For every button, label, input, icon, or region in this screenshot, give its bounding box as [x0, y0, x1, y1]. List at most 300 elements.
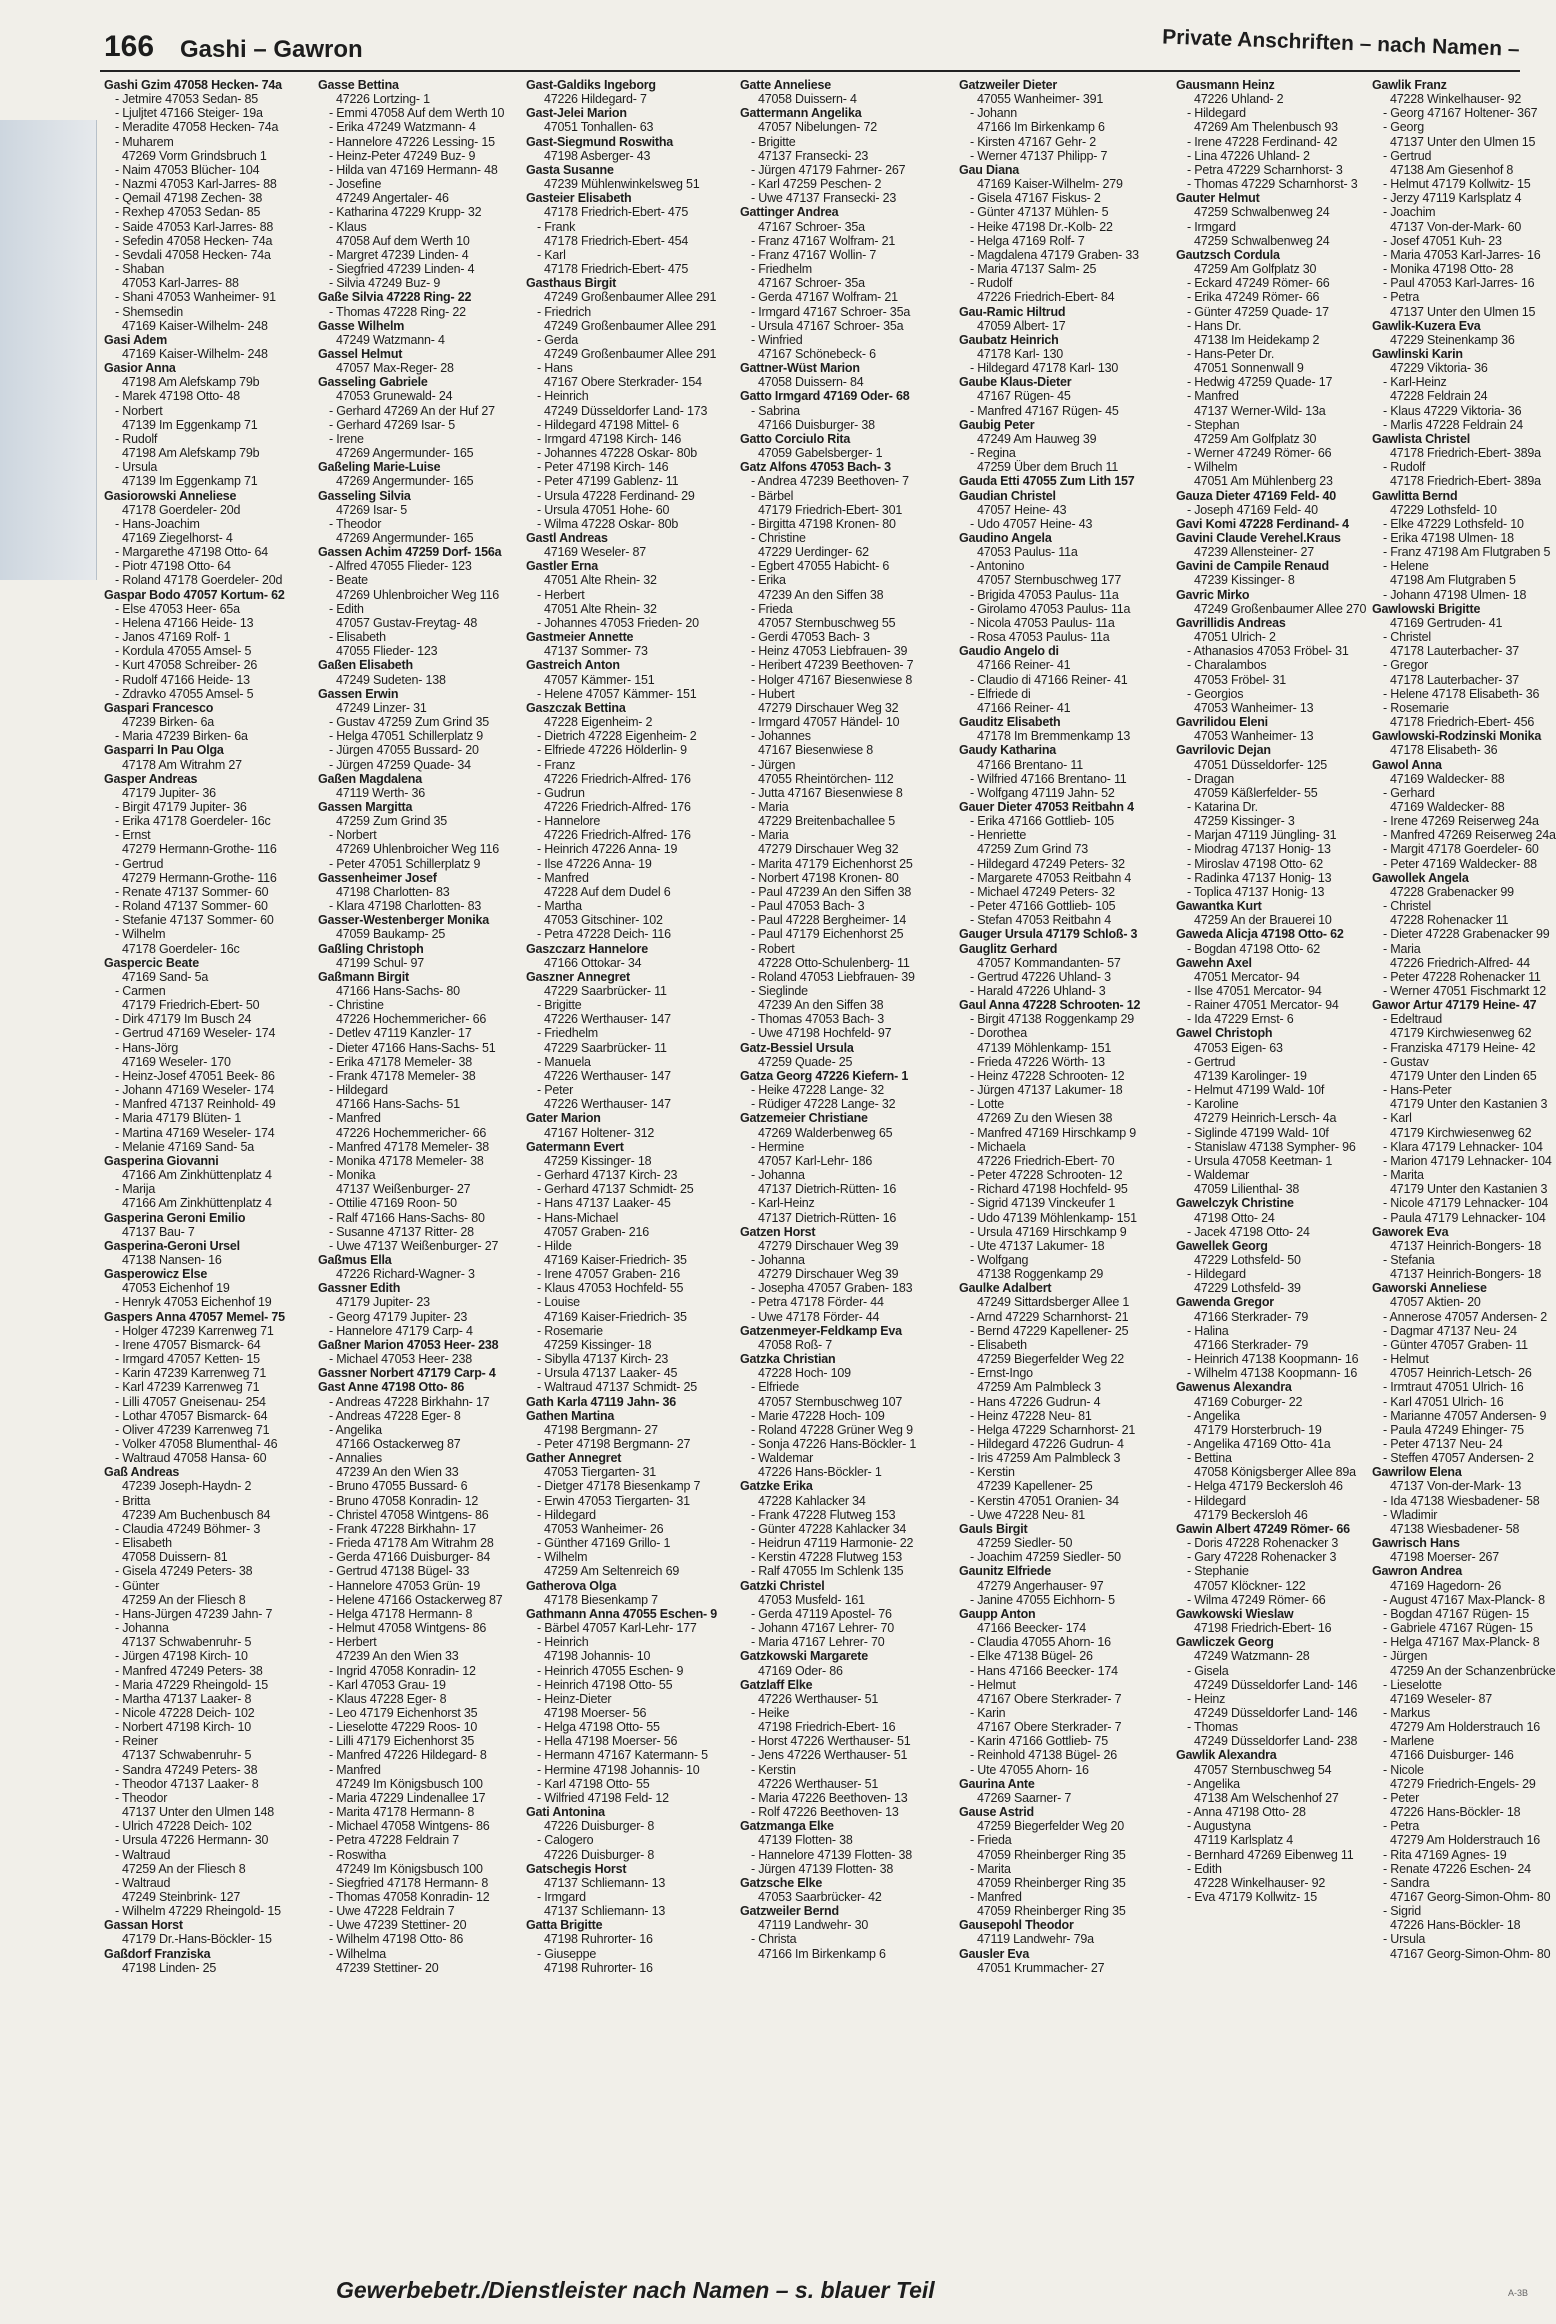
listing-entry: - Elisabeth: [115, 1536, 172, 1551]
address-line: 47228 Kahlacker 34: [758, 1493, 866, 1508]
listing-entry: - Lina 47226 Uhland- 2: [1187, 148, 1310, 163]
listing-entry: - Johannes 47228 Oskar- 80b: [537, 446, 697, 461]
listing-entry: - Shemsedin: [115, 304, 183, 319]
listing-entry: - Gerhard: [1383, 785, 1435, 800]
listing-entry: - Jutta 47167 Biesenwiese 8: [751, 785, 903, 800]
listing-entry: - Dieter 47166 Hans-Sachs- 51: [329, 1040, 496, 1055]
listing-entry: - Helmut: [1383, 1352, 1429, 1367]
listing-entry: - Hildegard: [1187, 1267, 1246, 1282]
address-line: 47057 Sternbuschweg 55: [758, 615, 896, 630]
surname-entry: Gaubatz Heinrich: [959, 332, 1059, 347]
listing-entry: - Leo 47179 Eichenhorst 35: [329, 1705, 478, 1720]
listing-entry: - Dagmar 47137 Neu- 24: [1383, 1323, 1517, 1338]
listing-entry: - Erika: [751, 573, 786, 588]
surname-entry: Gattinger Andrea: [740, 205, 839, 220]
listing-entry: - Helga 47198 Otto- 55: [537, 1720, 660, 1735]
listing-entry: - Doris 47228 Rohenacker 3: [1187, 1536, 1339, 1551]
address-line: 47169 Coburger- 22: [1194, 1394, 1303, 1409]
address-line: 47229 Breitenbachallee 5: [758, 814, 895, 829]
address-line: 47279 Dirschauer Weg 32: [758, 700, 899, 715]
address-line: 47057 Aktien- 20: [1390, 1295, 1481, 1310]
surname-entry: Gatzke Erika: [740, 1479, 813, 1494]
listing-entry: - Miodrag 47137 Honig- 13: [1187, 842, 1331, 857]
listing-entry: - Jürgen 47137 Lakumer- 18: [970, 1083, 1123, 1098]
address-line: 47239 Allensteiner- 27: [1194, 545, 1314, 560]
listing-entry: - Ute 47055 Ahorn- 16: [970, 1762, 1089, 1777]
listing-entry: - Wolfgang 47119 Jahn- 52: [970, 785, 1115, 800]
listing-entry: - Heinrich 47055 Eschen- 9: [537, 1663, 684, 1678]
listing-entry: - Marlene: [1383, 1734, 1434, 1749]
listing-entry: - Marianne 47057 Andersen- 9: [1383, 1408, 1547, 1423]
listing-entry: - Dirk 47179 Im Busch 24: [115, 1012, 252, 1027]
listing-entry: - Stephan: [1187, 417, 1240, 432]
listing-entry: - Uwe 47137 Weißenburger- 27: [329, 1238, 499, 1253]
listing-entry: - Janos 47169 Rolf- 1: [115, 630, 231, 645]
address-line: 47269 Uhlenbroicher Weg 116: [336, 842, 500, 857]
address-line: 47138 Am Welschenhof 27: [1194, 1790, 1339, 1805]
address-line: 47139 Flotten- 38: [758, 1833, 853, 1848]
address-line: 47137 Fransecki- 23: [758, 148, 869, 163]
address-line: 47228 Eigenheim- 2: [544, 715, 653, 730]
listing-entry: - Maria 47229 Rheingold- 15: [115, 1677, 269, 1692]
listing-entry: - Rainer 47051 Mercator- 94: [1187, 998, 1339, 1013]
address-line: 47178 Goerdeler- 16c: [122, 941, 240, 956]
listing-entry: - Oliver 47239 Karrenweg 71: [115, 1422, 270, 1437]
listing-entry: - Klara 47179 Lehnacker- 104: [1383, 1139, 1543, 1154]
listing-entry: - Sibylla 47137 Kirch- 23: [537, 1352, 669, 1367]
listing-entry: - Friedhelm: [751, 262, 813, 277]
address-line: 47198 Am Flutgraben 5: [1390, 573, 1516, 588]
address-line: 47059 Rheinberger Ring 35: [977, 1875, 1126, 1890]
name-range: Gashi – Gawron: [180, 36, 363, 63]
listing-entry: - Manfred 47178 Memeler- 38: [329, 1139, 489, 1154]
listing-entry: - Karl-Heinz: [1383, 375, 1447, 390]
listing-entry: - Gustav 47259 Zum Grind 35: [329, 715, 489, 730]
listing-entry: - Gerhard 47137 Kirch- 23: [537, 1168, 678, 1183]
listing-entry: - Hannelore 47053 Grün- 19: [329, 1578, 481, 1593]
listing-entry: - Arnd 47229 Scharnhorst- 21: [970, 1309, 1129, 1324]
listing-entry: - Rexhep 47053 Sedan- 85: [115, 205, 261, 220]
address-line: 47249 Steinbrink- 127: [122, 1890, 241, 1904]
listing-entry: - Heike 47198 Dr.-Kolb- 22: [970, 219, 1113, 234]
listing-entry: - Kerstin 47051 Oranien- 34: [970, 1493, 1119, 1508]
address-line: 47137 Schwabenruhr- 5: [122, 1635, 252, 1650]
surname-entry: Gatermann Evert: [526, 1139, 624, 1154]
listing-entry: - Martha 47137 Laaker- 8: [115, 1691, 252, 1706]
listing-entry: - Petra: [1383, 1819, 1420, 1834]
address-line: 47198 Moerser- 56: [544, 1705, 647, 1720]
address-line: 47226 Werthauser- 147: [544, 1012, 671, 1027]
listing-entry: - Shani 47053 Wanheimer- 91: [115, 290, 276, 305]
address-line: 47249 Düsseldorfer Land- 146: [1194, 1705, 1358, 1720]
surname-entry: Gaubig Peter: [959, 417, 1035, 432]
listing-entry: - Elke 47229 Lothsfeld- 10: [1383, 516, 1524, 531]
listing-entry: - Irmgard: [1187, 219, 1236, 234]
address-line: 47239 Kapellener- 25: [977, 1479, 1093, 1494]
listing-entry: - Karin: [970, 1705, 1006, 1720]
address-line: 47167 Schroer- 35a: [758, 276, 865, 291]
listing-entry: - Peter 47228 Schrooten- 12: [970, 1168, 1123, 1183]
address-line: 47228 Auf dem Dudel 6: [544, 884, 671, 899]
surname-entry: Gastmeier Annette: [526, 630, 634, 645]
address-line: 47226 Hans-Böckler- 18: [1390, 1918, 1521, 1933]
listing-entry: - Wolfgang: [970, 1252, 1029, 1267]
address-line: 47166 Ottokar- 34: [544, 955, 642, 970]
listing-entry: - Uwe 47239 Stettiner- 20: [329, 1918, 467, 1933]
listing-entry: - Volker 47058 Blumenthal- 46: [115, 1437, 278, 1451]
listing-entry: - Erika 47178 Goerdeler- 16c: [115, 814, 271, 829]
listing-entry: - Claudio di 47166 Reiner- 41: [970, 672, 1128, 687]
listing-entry: - Margarethe 47198 Otto- 64: [115, 545, 269, 560]
listing-entry: - Maria 47179 Blüten- 1: [115, 1111, 242, 1126]
listing-entry: - Waltraud: [115, 1847, 171, 1862]
listing-entry: - Georgios: [1187, 686, 1244, 701]
listing-entry: - Augustyna: [1187, 1819, 1251, 1834]
surname-entry: Gause Astrid: [959, 1805, 1034, 1820]
address-line: 47139 Karolinger- 19: [1194, 1068, 1307, 1083]
surname-entry: Gatzweiler Bernd: [740, 1904, 839, 1919]
address-line: 47119 Landwehr- 79a: [977, 1932, 1094, 1947]
address-line: 47166 Am Zinkhüttenplatz 4: [122, 1168, 272, 1183]
listing-entry: - Hans Dr.: [1187, 318, 1242, 333]
listing-entry: - Nicole 47179 Lehnacker- 104: [1383, 1196, 1549, 1211]
address-line: 47279 Hermann-Grothe- 116: [122, 842, 277, 857]
listing-entry: - Roswitha: [329, 1847, 387, 1862]
address-line: 47239 Mühlenwinkelsweg 51: [544, 177, 700, 192]
listing-entry: - Erwin 47053 Tiergarten- 31: [537, 1493, 690, 1508]
address-line: 47119 Landwehr- 30: [758, 1918, 869, 1933]
listing-entry: - Dorothea: [970, 1026, 1028, 1041]
address-line: 47057 Nibelungen- 72: [758, 120, 878, 135]
address-line: 47239 Birken- 6a: [122, 715, 215, 730]
address-line: 47051 Düsseldorfer- 125: [1194, 757, 1327, 772]
listing-entry: - Udo 47139 Möhlenkamp- 151: [970, 1210, 1137, 1225]
listing-entry: - Wilfried 47198 Feld- 12: [537, 1790, 669, 1805]
listing-entry: - Hans-Jörg: [115, 1040, 179, 1055]
listing-entry: - Sigrid 47139 Vinckeufer 1: [970, 1196, 1116, 1211]
surname-entry: Gaspercic Beate: [104, 955, 199, 970]
listing-entry: - Helga 47167 Max-Planck- 8: [1383, 1635, 1540, 1650]
listing-entry: - Rosa 47053 Paulus- 11a: [970, 630, 1110, 645]
surname-entry: Gawel Christoph: [1176, 1026, 1273, 1041]
listing-entry: - Maria 47239 Birken- 6a: [115, 729, 248, 744]
address-line: 47226 Duisburger- 8: [544, 1847, 655, 1862]
surname-entry: Gawollek Angela: [1372, 870, 1469, 885]
address-line: 47229 Lothsfeld- 10: [1390, 502, 1497, 517]
surname-entry: Gassel Helmut: [318, 346, 403, 361]
address-line: 47198 Asberger- 43: [544, 148, 651, 163]
address-line: 47057 Sternbuschweg 107: [758, 1394, 903, 1409]
listing-entry: - Dragan: [1187, 771, 1235, 786]
address-line: 47058 Roß- 7: [758, 1337, 833, 1352]
listing-entry: - Giuseppe: [537, 1946, 597, 1961]
listing-entry: - Hans-Peter: [1383, 1083, 1452, 1098]
listing-entry: - Irmtraut 47051 Ulrich- 16: [1383, 1380, 1524, 1395]
surname-entry: Gattermann Angelika: [740, 106, 862, 121]
address-line: 47057 Gustav-Freytag- 48: [336, 615, 478, 630]
listing-entry: - Paul 47053 Karl-Jarres- 16: [1383, 276, 1535, 291]
listing-entry: - Manfred 47169 Hirschkamp 9: [970, 1125, 1137, 1140]
listing-entry: - Heinrich: [537, 389, 589, 404]
surname-entry: Gavi Komi 47228 Ferdinand- 4: [1176, 516, 1349, 531]
surname-entry: Gaß Andreas: [104, 1465, 180, 1480]
listing-entry: - Bruno 47055 Bussard- 6: [329, 1479, 468, 1494]
listing-entry: - Monika 47178 Memeler- 38: [329, 1153, 484, 1168]
listing-entry: - Irmgard 47198 Kirch- 146: [537, 431, 682, 446]
listing-entry: - Gerhard 47137 Schmidt- 25: [537, 1182, 694, 1197]
listing-entry: - Kurt 47058 Schreiber- 26: [115, 658, 258, 673]
listing-entry: - Wilhelm 47198 Otto- 86: [329, 1932, 464, 1947]
address-line: 47249 Im Königsbusch 100: [336, 1861, 483, 1876]
listing-entry: - Edeltraud: [1383, 1012, 1442, 1027]
surname-entry: Gawehn Axel: [1176, 955, 1252, 970]
address-line: 47228 Grabenacker 99: [1390, 884, 1514, 899]
footer-note: Gewerbebetr./Dienstleister nach Namen – s. blauer Teil: [336, 2277, 935, 2303]
address-line: 47279 Heinrich-Lersch- 4a: [1194, 1111, 1337, 1126]
listing-entry: - Stefan 47053 Reitbahn 4: [970, 913, 1111, 928]
surname-entry: Gasse Wilhelm: [318, 318, 405, 333]
listing-entry: - Toplica 47137 Honig- 13: [1187, 884, 1325, 899]
listing-entry: - Eckard 47249 Römer- 66: [1187, 276, 1330, 291]
listing-entry: - Britta: [115, 1493, 151, 1508]
listing-entry: - Erika 47198 Ulmen- 18: [1383, 531, 1514, 545]
listing-entry: - Katharina 47229 Krupp- 32: [329, 205, 482, 220]
address-line: 47259 Quade- 25: [758, 1054, 853, 1069]
listing-entry: - Gertrud 47226 Uhland- 3: [970, 969, 1111, 984]
listing-entry: - Waldemar: [751, 1451, 814, 1466]
listing-entry: - Marija: [115, 1182, 156, 1197]
surname-entry: Gawliczek Georg: [1176, 1635, 1274, 1650]
listing-entry: - Heinz 47228 Schrooten- 12: [970, 1068, 1125, 1083]
address-line: 47058 Duissern- 4: [758, 92, 857, 107]
listing-entry: - Peter 47051 Schillerplatz 9: [329, 856, 481, 871]
surname-entry: Gavrillidis Andreas: [1176, 615, 1286, 630]
listing-entry: - Klaus 47053 Hochfeld- 55: [537, 1281, 684, 1296]
surname-entry: Gaudio Angelo di: [959, 644, 1059, 659]
listing-entry: - Joachim: [1383, 205, 1436, 220]
listing-entry: - Christel: [1383, 630, 1432, 645]
listing-entry: - Kerstin: [970, 1465, 1015, 1480]
listing-entry: - Michaela: [970, 1139, 1026, 1154]
address-line: 47178 Elisabeth- 36: [1390, 743, 1498, 758]
listing-entry: - Hermine: [751, 1139, 805, 1154]
listing-entry: - Piotr 47198 Otto- 64: [115, 559, 231, 574]
listing-entry: - Ulrich 47228 Deich- 102: [115, 1819, 252, 1834]
listing-entry: - Peter 47166 Gottlieb- 105: [970, 899, 1116, 914]
listing-entry: - Petra 47229 Scharnhorst- 3: [1187, 162, 1343, 177]
surname-entry: Gatzki Christel: [740, 1578, 825, 1593]
address-line: 47249 Watzmann- 28: [1194, 1649, 1310, 1664]
surname-entry: Gast-Jelei Marion: [526, 106, 627, 121]
listing-entry: - Michael 47053 Heer- 238: [329, 1352, 472, 1367]
listing-entry: - Gabriele 47167 Rügen- 15: [1383, 1621, 1533, 1636]
listing-entry: - Gertrud 47138 Bügel- 33: [329, 1564, 470, 1579]
address-line: 47053 Karl-Jarres- 88: [122, 276, 239, 291]
listing-entry: - Annalies: [329, 1451, 382, 1466]
listing-entry: - Stephanie: [1187, 1564, 1249, 1579]
surname-entry: Gassen Achim 47259 Dorf- 156a: [318, 545, 502, 560]
address-line: 47226 Uhland- 2: [1194, 92, 1284, 107]
listing-entry: - Birgit 47179 Jupiter- 36: [115, 799, 247, 814]
footer-code: A-3B: [1507, 2288, 1528, 2298]
listing-entry: - Helena 47166 Heide- 13: [115, 615, 254, 630]
address-line: 47137 Unter den Ulmen 15: [1390, 304, 1536, 319]
listing-entry: - Heidrun 47119 Harmonie- 22: [751, 1536, 914, 1551]
address-line: 47138 Wiesbadener- 58: [1390, 1521, 1520, 1536]
listing-entry: - Peter 47137 Neu- 24: [1383, 1437, 1503, 1451]
listing-entry: - Nicole: [1383, 1762, 1424, 1777]
listing-entry: - Margret 47239 Linden- 4: [329, 247, 469, 262]
surname-entry: Gausler Eva: [959, 1946, 1030, 1961]
surname-entry: Gassenheimer Josef: [318, 870, 437, 885]
address-line: 47198 Ruhrorter- 16: [544, 1960, 653, 1975]
address-line: 47198 Linden- 25: [122, 1960, 217, 1975]
listing-column-1: [104, 78, 304, 2258]
listing-entry: - Elfriede di: [970, 686, 1031, 701]
address-line: 47269 Zu den Wiesen 38: [977, 1111, 1113, 1126]
listing-entry: - Hans: [537, 361, 573, 376]
listing-entry: - Maria 47053 Karl-Jarres- 16: [1383, 247, 1541, 262]
listing-entry: - Günter 47057 Graben- 11: [1383, 1337, 1528, 1352]
listing-entry: - Manfred: [1187, 389, 1239, 404]
address-line: 47259 Schwalbenweg 24: [1194, 233, 1330, 248]
listing-entry: - Renate 47137 Sommer- 60: [115, 884, 269, 899]
address-line: 47228 Feldrain 24: [1390, 389, 1488, 404]
listing-entry: - Sefedin 47058 Hecken- 74a: [115, 233, 273, 248]
address-line: 47249 Linzer- 31: [336, 700, 427, 715]
listing-entry: - Paul 47228 Bergheimer- 14: [751, 913, 907, 928]
address-line: 47178 Am Witrahm 27: [122, 757, 242, 772]
surname-entry: Gaßner Marion 47053 Heer- 238: [318, 1337, 499, 1352]
address-line: 47051 Tonhallen- 63: [544, 120, 654, 135]
listing-entry: - Bernd 47229 Kapellener- 25: [970, 1323, 1129, 1338]
surname-entry: Gauer Dieter 47053 Reitbahn 4: [959, 799, 1134, 814]
listing-entry: - Andreas 47228 Birkhahn- 17: [329, 1394, 490, 1409]
listing-entry: - Peter 47169 Waldecker- 88: [1383, 856, 1537, 871]
surname-entry: Gassner Edith: [318, 1281, 401, 1296]
address-line: 47269 Saarner- 7: [977, 1790, 1072, 1805]
listing-column-7: [1372, 78, 1556, 2258]
address-line: 47059 Lilienthal- 38: [1194, 1182, 1300, 1197]
address-line: 47179 Kirchwiesenweg 62: [1390, 1125, 1532, 1140]
listing-entry: - Rolf 47226 Beethoven- 13: [751, 1805, 899, 1820]
listing-entry: - Marita: [1383, 1168, 1424, 1183]
listing-entry: - Halina: [1187, 1323, 1229, 1338]
address-line: 47229 Saarbrücker- 11: [544, 984, 667, 998]
address-line: 47051 Mercator- 94: [1194, 969, 1300, 984]
listing-entry: - Margarete 47053 Reitbahn 4: [970, 870, 1132, 885]
address-line: 47259 Kissinger- 18: [544, 1337, 652, 1352]
listing-entry: - Elisabeth: [970, 1337, 1027, 1352]
listing-entry: - Steffen 47057 Andersen- 2: [1383, 1451, 1534, 1466]
address-line: 47198 Am Alefskamp 79b: [122, 375, 260, 390]
listing-entry: - Nazmi 47053 Karl-Jarres- 88: [115, 177, 277, 192]
listing-entry: - Hans-Peter Dr.: [1187, 346, 1275, 361]
listing-entry: - Ingrid 47058 Konradin- 12: [329, 1663, 476, 1678]
listing-entry: - Christa: [751, 1932, 797, 1947]
address-line: 47228 Otto-Schulenberg- 11: [758, 955, 910, 970]
listing-entry: - Karl: [537, 247, 566, 262]
listing-entry: - Dietrich 47228 Eigenheim- 2: [537, 729, 697, 744]
address-line: 47169 Waldecker- 88: [1390, 771, 1505, 786]
listing-entry: - Christel: [1383, 899, 1432, 914]
listing-entry: - Georg 47167 Holtener- 367: [1383, 106, 1538, 121]
listing-entry: - Brigitte: [751, 134, 796, 149]
address-line: 47057 Kommandanten- 57: [977, 955, 1121, 970]
surname-entry: Gawlik-Kuzera Eva: [1372, 318, 1481, 333]
address-line: 47055 Rheintörchen- 112: [758, 771, 894, 786]
address-line: 47269 Angermunder- 165: [336, 446, 474, 461]
listing-entry: - Helga 47229 Scharnhorst- 21: [970, 1422, 1136, 1437]
address-line: 47137 Von-der-Mark- 13: [1390, 1479, 1522, 1494]
listing-entry: - Renate 47226 Eschen- 24: [1383, 1861, 1531, 1876]
address-line: 47198 Am Alefskamp 79b: [122, 446, 260, 461]
listing-entry: - Siegfried 47239 Linden- 4: [329, 262, 475, 277]
listing-entry: - Bernhard 47269 Eibenweg 11: [1187, 1847, 1354, 1862]
listing-entry: - Karl 47053 Grau- 19: [329, 1677, 446, 1692]
address-line: 47059 Baukamp- 25: [336, 927, 446, 942]
address-line: 47053 Eigen- 63: [1194, 1040, 1283, 1055]
listing-entry: - Lotte: [970, 1097, 1005, 1112]
listing-entry: - Jürgen 47198 Kirch- 10: [115, 1649, 248, 1664]
listing-entry: - Jerzy 47119 Karlsplatz 4: [1383, 191, 1522, 206]
address-line: 47226 Richard-Wagner- 3: [336, 1267, 475, 1282]
listing-entry: - Hans 47137 Laaker- 45: [537, 1196, 671, 1211]
listing-entry: - Manfred: [329, 1762, 381, 1777]
surname-entry: Gatte Anneliese: [740, 78, 832, 92]
address-line: 47169 Weseler- 170: [122, 1054, 231, 1069]
listing-entry: - Egbert 47055 Habicht- 6: [751, 559, 890, 574]
listing-entry: - Gisela 47249 Peters- 38: [115, 1564, 253, 1579]
address-line: 47137 Von-der-Mark- 60: [1390, 219, 1522, 234]
listing-entry: - Petra 47228 Deich- 116: [537, 927, 671, 942]
listing-entry: - Peter 47198 Kirch- 146: [537, 460, 669, 475]
listing-entry: - Thomas 47229 Scharnhorst- 3: [1187, 177, 1358, 192]
listing-entry: - Norbert: [115, 403, 163, 418]
surname-entry: Gaulke Adalbert: [959, 1281, 1052, 1296]
listing-entry: - Monika: [329, 1168, 376, 1183]
listing-entry: - Angelika: [329, 1422, 382, 1437]
listing-entry: - Paul 47053 Bach- 3: [751, 899, 865, 914]
listing-entry: - Johann 47167 Lehrer- 70: [751, 1621, 895, 1636]
surname-entry: Gauditz Elisabeth: [959, 715, 1061, 730]
address-line: 47051 Am Mühlenberg 23: [1194, 474, 1333, 489]
listing-entry: - Hannelore 47139 Flotten- 38: [751, 1847, 912, 1862]
address-line: 47057 Sternbuschweg 177: [977, 573, 1122, 588]
listing-entry: - Manfred 47269 Reiserweg 24a: [1383, 828, 1556, 843]
address-line: 47169 Oder- 86: [758, 1663, 843, 1678]
listing-column-3: [526, 78, 732, 2258]
listing-entry: - Ursula 47137 Laaker- 45: [537, 1366, 678, 1381]
address-line: 47249 Düsseldorfer Land- 173: [544, 403, 708, 418]
listing-entry: - Roland 47053 Liebfrauen- 39: [751, 969, 915, 984]
address-line: 47166 Duisburger- 38: [758, 417, 875, 432]
listing-entry: - Martha: [537, 899, 582, 914]
listing-entry: - Hans-Michael: [537, 1210, 619, 1225]
address-line: 47137 Heinrich-Bongers- 18: [1390, 1238, 1542, 1253]
listing-entry: - Brigitte: [537, 998, 582, 1013]
listing-entry: - Helene 47166 Ostackerweg 87: [329, 1592, 503, 1607]
listing-entry: - Reinhold 47138 Bügel- 26: [970, 1748, 1117, 1763]
address-line: 47169 Ziegelhorst- 4: [122, 531, 233, 545]
listing-entry: - Wilhelm 47138 Koopmann- 16: [1187, 1366, 1358, 1381]
listing-entry: - Marek 47198 Otto- 48: [115, 389, 240, 404]
listing-entry: - Karl 47051 Ulrich- 16: [1383, 1394, 1504, 1409]
listing-entry: - Miroslav 47198 Otto- 62: [1187, 856, 1324, 871]
listing-entry: - Johanna: [751, 1168, 805, 1183]
address-line: 47249 Großenbaumer Allee 291: [544, 290, 717, 305]
address-line: 47166 Reiner- 41: [977, 700, 1071, 715]
